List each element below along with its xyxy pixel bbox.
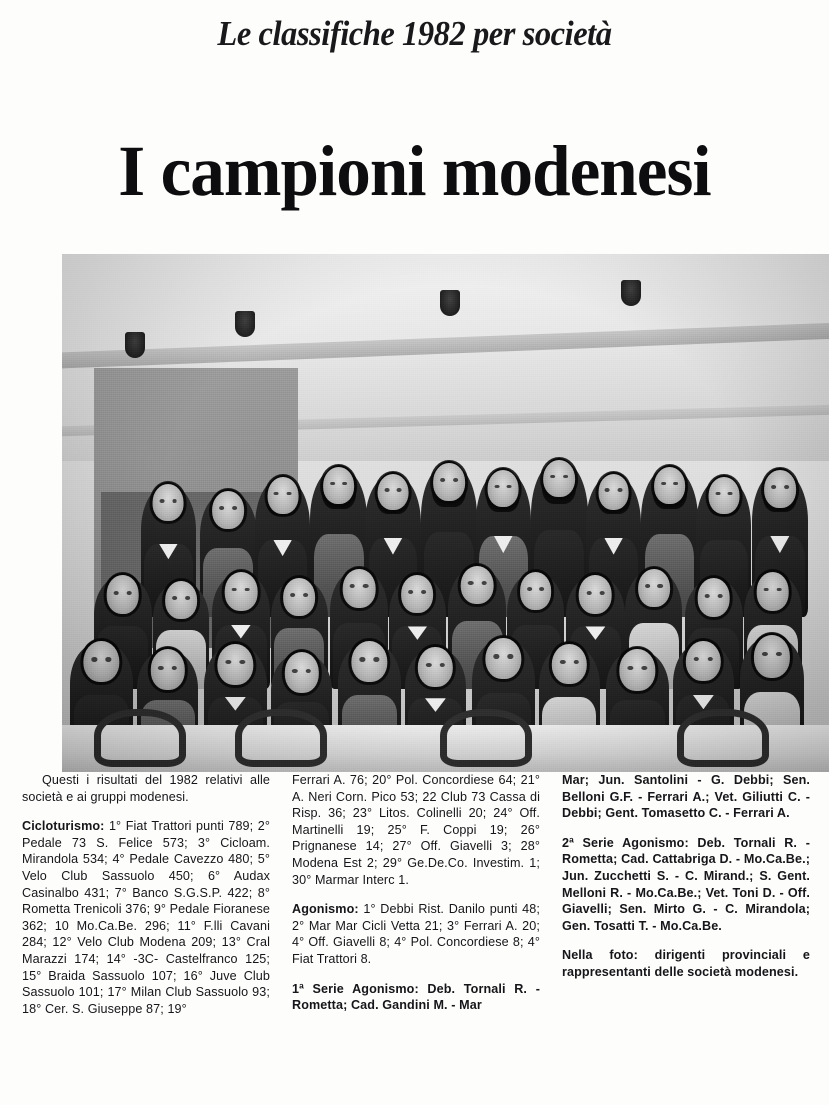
cicloturismo-standings: 1° Fiat Trattori punti 789; 2° Pedale 73 S. Felice 573; 3° Cicloam. Mirandola 534; 4° Pedale Cavezzo 480; 5° Velo Club Sassuolo 450; 6° Audax Casinalbo 431; 7° Banco S.G.S.P. 422; 8° Rometta Trenicoli 376; 9° Pedale Fioranese 362; 10 Mo.Ca.Be. 296; 11° F.lli Cavani 284; 12° Velo Club Modena 209; 13° Cral Marazzi 174; 14° -3C- Castelfranco 125; 15° Braida Sassuolo 107; 16° Juve Club Sassuolo 101; 17° Milan Club Sassuolo 93; 18° Cer. S. Giuseppe 87; 19°	[22, 819, 270, 1016]
agonismo-paragraph	[292, 901, 540, 967]
text-column-right	[562, 772, 810, 1102]
ceiling-lamp-icon	[125, 332, 145, 358]
intro-paragraph: Questi i risultati del 1982 relativi alle società e ai gruppi modenesi.	[22, 773, 270, 804]
agonismo-label: Agonismo:	[292, 902, 359, 917]
agonismo-standings: 1° Debbi Rist. Danilo punti 48; 2° Mar Mar Cicli Vetta 21; 3° Ferrari A. 20; 4° Off. Giavelli 8; 4° Pol. Concordiese 8; 4° Fiat Trattori 8.	[292, 902, 540, 966]
cicloturismo-label: Cicloturismo:	[22, 819, 105, 834]
chair-back-icon	[440, 709, 532, 767]
serie2-agonismo-paragraph: 2ª Serie Agonismo: Deb. Tornali R. - Rometta; Cad. Cattabriga D. - Mo.Ca.Be.; Jun. Zucchetti S. - C. Mirand.; S. Gent. Melloni R. - Mo.Ca.Be.; Vet. Toni D. - Off. Giavelli; Sen. Mirto G. - C. Mirandola; Gen. Tosatti T. - Mo.Ca.Be.	[562, 835, 810, 933]
serie1-agonismo-paragraph: 1ª Serie Agonismo: Deb. Tornali R. - Rometta; Cad. Gandini M. - Mar	[292, 981, 540, 1013]
chair-back-icon	[94, 709, 186, 767]
chair-back-icon	[677, 709, 769, 767]
article-kicker: Le classifiche 1982 per società	[217, 14, 612, 53]
ceiling-lamp-icon	[621, 280, 641, 306]
page-title: I campioni modenesi	[118, 131, 711, 212]
chair-back-icon	[235, 709, 327, 767]
text-column-left	[22, 772, 270, 1102]
group-photograph	[62, 254, 829, 772]
article-body	[22, 772, 810, 1102]
cicloturismo-paragraph	[22, 818, 270, 1017]
serie1-agonismo-continued: Mar; Jun. Santolini - G. Debbi; Sen. Belloni G.F. - Ferrari A.; Vet. Giliutti C. - Debbi; Gent. Tomasetto C. - Ferrari A.	[562, 773, 810, 821]
photo-caption: Nella foto: dirigenti provinciali e rappresentanti delle società modenesi.	[562, 948, 810, 979]
text-column-middle	[292, 772, 540, 1102]
cicloturismo-standings-continued: Ferrari A. 76; 20° Pol. Concordiese 64; 21° A. Neri Corn. Pico 53; 22 Club 73 Cassa di Risp. 36; 23° Litos. Colinelli 20; 24° Off. Martinelli 19; 25° F. Coppi 19; 26° Prignanese 14; 27° Off. Giavelli 3; 28° Modena Est 2; 29° Ge.De.Co. Investim. 1; 30° Marmar Interc 1.	[292, 773, 540, 887]
photo-inner	[62, 254, 829, 772]
ceiling-lamp-icon	[235, 311, 255, 337]
ceiling-lamp-icon	[440, 290, 460, 316]
